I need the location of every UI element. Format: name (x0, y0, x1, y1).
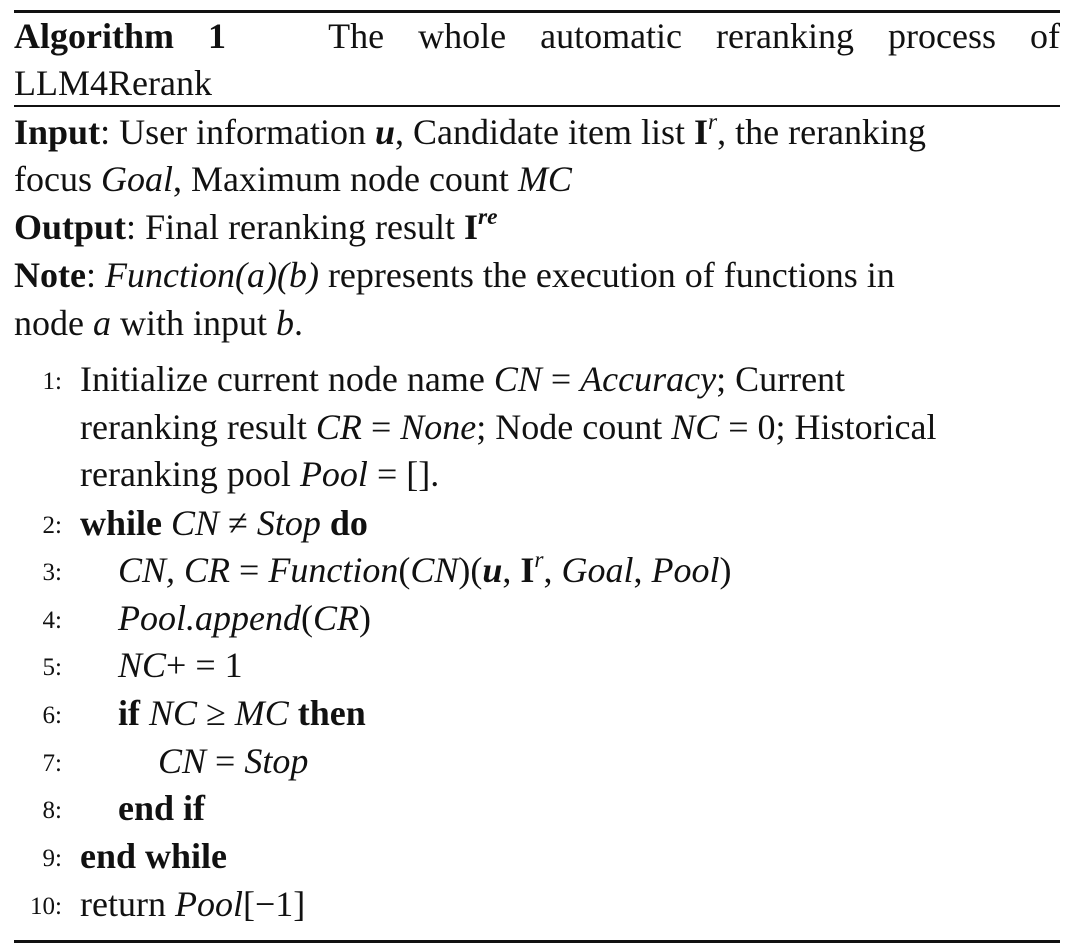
step-2 (80, 500, 368, 547)
output-I: I (463, 207, 478, 247)
var-pool: Pool (651, 550, 720, 590)
step-1-line-2 (80, 404, 937, 451)
keyword-end-if: end if (118, 788, 206, 828)
line-number: 6: (42, 702, 62, 729)
output-I-sup: re (478, 203, 498, 230)
note-arg-b: (b) (276, 255, 319, 295)
note-line-2 (14, 300, 1060, 347)
keyword-end-while: end while (80, 836, 228, 876)
note-line-1 (14, 252, 1060, 299)
note-function: Function (95, 255, 235, 295)
var-stop: Stop (244, 741, 309, 781)
note-text: node (14, 303, 93, 343)
step-text: = (541, 359, 581, 399)
var-none: None (400, 407, 477, 447)
var-cr: CR (315, 407, 362, 447)
bottom-rule (14, 940, 1060, 943)
input-mc: MC (517, 159, 572, 199)
input-text: focus (14, 159, 101, 199)
step-text: ; Node count (476, 407, 672, 447)
line-number: 1: (42, 368, 62, 395)
step-1-line-1 (80, 356, 845, 403)
paren: ( (300, 598, 313, 638)
var-pool: Pool (299, 454, 368, 494)
var-cn: CN (162, 503, 220, 543)
input-u: u (375, 112, 396, 152)
line-number: 9: (42, 845, 62, 872)
algorithm-caption-line-2 (14, 60, 1060, 107)
input-line-2 (14, 156, 1060, 203)
step-10 (80, 881, 305, 928)
line-number: 2: (42, 512, 62, 539)
step-text: + = 1 (166, 645, 243, 685)
input-line-1 (14, 109, 1060, 156)
paren: ) (719, 550, 732, 590)
algorithm-caption-line-1 (14, 13, 1060, 60)
var-pool: Pool (174, 884, 243, 924)
input-text: , Candidate item list (395, 112, 694, 152)
note-text: represents the execution of functions in (318, 255, 895, 295)
step-5 (118, 642, 243, 689)
output-line (14, 204, 1060, 251)
keyword-do: do (320, 503, 368, 543)
var-I: I (520, 550, 535, 590)
step-7 (158, 738, 308, 785)
step-8 (118, 785, 205, 832)
algorithm-label: Algorithm 1 (14, 16, 227, 56)
step-text: ; Current (716, 359, 846, 399)
var-cn: CN (410, 550, 459, 590)
var-nc: NC (140, 693, 198, 733)
paren: ( (398, 550, 411, 590)
operator: ≠ (219, 503, 257, 543)
step-text: = 0; Historical (719, 407, 937, 447)
note-a: a (92, 303, 111, 343)
input-I: I (694, 112, 709, 152)
note-arg-a: (a) (234, 255, 277, 295)
output-label: Output (14, 207, 127, 247)
keyword-return: return (80, 884, 175, 924)
note-label: Note (14, 255, 86, 295)
input-I-sup: r (708, 108, 718, 135)
line-number: 10: (30, 893, 62, 920)
index: [−1] (242, 884, 306, 924)
var-stop: Stop (256, 503, 321, 543)
var-mc: MC (234, 693, 289, 733)
keyword-if: if (118, 693, 140, 733)
step-text: = []. (367, 454, 440, 494)
input-label: Input (14, 112, 101, 152)
input-text: User information (110, 112, 376, 152)
algorithm-title-cont: LLM4Rerank (14, 63, 212, 103)
step-text: reranking result (80, 407, 316, 447)
note-b: b (276, 303, 294, 343)
var-cn-cr: CN, CR (118, 550, 231, 590)
line-number: 4: (42, 607, 62, 634)
step-1-line-3 (80, 451, 439, 498)
caption-rule (14, 105, 1060, 107)
operator: = (230, 550, 269, 590)
step-9 (80, 833, 227, 880)
step-text: reranking pool (80, 454, 300, 494)
line-number: 7: (42, 750, 62, 777)
var-pool-append: Pool.append (118, 598, 301, 638)
step-text: Initialize current node name (80, 359, 494, 399)
line-number: 8: (42, 797, 62, 824)
algorithm-title: The whole automatic reranking process of (328, 16, 1061, 56)
var-cn: CN (158, 741, 207, 781)
step-4 (118, 595, 371, 642)
note-sep: : (85, 255, 96, 295)
paren: )( (458, 550, 483, 590)
comma: , (633, 550, 652, 590)
comma: , (543, 550, 562, 590)
var-cr: CR (312, 598, 359, 638)
step-3 (118, 547, 732, 594)
var-u: u (482, 550, 503, 590)
operator: = (206, 741, 245, 781)
var-goal: Goal (561, 550, 634, 590)
paren: ) (359, 598, 371, 638)
keyword-while: while (80, 503, 163, 543)
keyword-then: then (288, 693, 366, 733)
var-accuracy: Accuracy (580, 359, 717, 399)
output-text: Final reranking result (136, 207, 464, 247)
step-text: = (361, 407, 401, 447)
var-nc: NC (671, 407, 720, 447)
note-text: with input (110, 303, 276, 343)
var-nc: NC (118, 645, 167, 685)
input-text: , Maximum node count (172, 159, 518, 199)
var-cn: CN (493, 359, 542, 399)
note-text: . (294, 303, 303, 343)
line-number: 5: (42, 654, 62, 681)
operator: ≥ (197, 693, 235, 733)
line-number: 3: (42, 559, 62, 586)
output-sep: : (126, 207, 137, 247)
input-goal: Goal (100, 159, 173, 199)
input-text: , the reranking (717, 112, 927, 152)
comma: , (502, 550, 521, 590)
var-function: Function (268, 550, 399, 590)
input-sep: : (100, 112, 111, 152)
step-6 (118, 690, 366, 737)
var-I-sup: r (534, 546, 544, 573)
